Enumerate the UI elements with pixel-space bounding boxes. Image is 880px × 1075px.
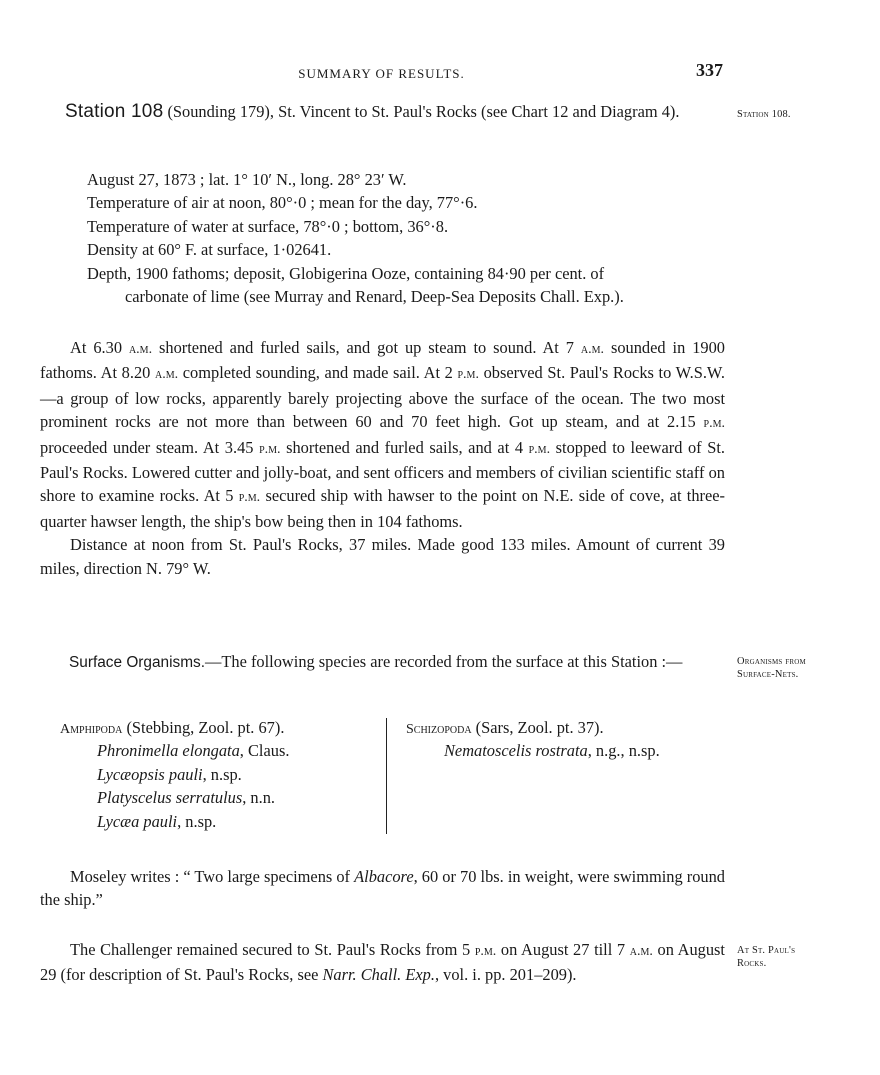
time-abbrev: p.m. — [703, 416, 725, 432]
narrative-paragraph — [40, 336, 725, 580]
reference-title: Narr. Chall. Exp. — [322, 965, 435, 985]
moseley-text: , 60 or 70 lbs. in weight, were swimming round the ship.” — [40, 867, 726, 910]
group-reference: (Sars, Zool. pt. 37). — [471, 718, 604, 737]
running-title: SUMMARY OF RESULTS. — [298, 66, 465, 81]
schizopoda-list — [406, 716, 726, 763]
time-abbrev: p.m. — [528, 441, 551, 457]
species-name: Lycæa pauli — [97, 811, 178, 831]
fish-name: Albacore — [354, 867, 414, 886]
time-abbrev: a.m. — [155, 367, 179, 383]
group-name: Amphipoda — [60, 722, 123, 737]
page-number: 337 — [696, 60, 723, 80]
narrative-text: observed St. Paul's Rocks to W.S.W.—a group of low rocks, apparently barely projecting above the surface of the ocean. The two most prominent rocks are not more than between 60 and 70 feet high. Got up steam, and at 2.15 — [40, 363, 725, 432]
margin-note-rocks-line1: At St. Paul's — [737, 945, 796, 956]
final-paragraph — [40, 938, 725, 987]
narrative-text: completed sounding, and made sail. At 2 — [178, 363, 458, 383]
moseley-paragraph — [40, 865, 725, 912]
narrative-text: proceeded under steam. At 3.45 — [40, 437, 260, 457]
amphipoda-group — [60, 716, 400, 739]
final-text: , vol. i. pp. 201–209). — [434, 965, 577, 985]
species-author: , Claus. — [239, 741, 290, 761]
final-text: The Challenger remained secured to St. Paul's Rocks from 5 — [70, 940, 475, 959]
time-abbrev: p.m. — [238, 490, 261, 506]
narrative-text: secured ship with hawser to the point on N.E. side of cove, at three-quarter hawser length, the ship's bow being then in 104 fathoms. — [40, 486, 726, 531]
species-author: , n.sp. — [177, 811, 217, 831]
distance-paragraph: Distance at noon from St. Paul's Rocks, 37 miles. Made good 133 miles. Amount of current 39 miles, direction N. 79° W. — [40, 535, 725, 578]
meta-date-position: August 27, 1873 ; lat. 1° 10′ N., long. 28° 23′ W. — [87, 170, 407, 189]
final-text: on August 27 till 7 — [496, 940, 630, 959]
group-name: Schizopoda — [406, 722, 472, 737]
meta-depth-deposit: Depth, 1900 fathoms; deposit, Globigerina Ooze, containing 84·90 per cent. of — [87, 263, 605, 283]
list-item — [406, 739, 726, 762]
species-author: , n.sp. — [202, 764, 242, 784]
margin-note-rocks — [737, 944, 862, 970]
time-abbrev: p.m. — [457, 367, 479, 383]
margin-note-organisms-line1: Organisms from — [737, 656, 806, 667]
final-text: on August 29 (for description of St. Paul's Rocks, see — [40, 940, 725, 985]
list-item — [60, 739, 400, 762]
moseley-text: Moseley writes : “ Two large specimens of — [70, 867, 355, 886]
narrative-text: sounded in 1900 fathoms. At 8.20 — [40, 338, 725, 383]
margin-note-rocks-line2: Rocks. — [737, 958, 767, 969]
margin-note-station-text: Station 108. — [737, 109, 791, 120]
time-abbrev: p.m. — [474, 944, 497, 959]
list-item — [60, 810, 400, 833]
margin-note-organisms-line2: Surface-Nets. — [737, 669, 799, 680]
list-item — [60, 786, 400, 809]
column-divider — [386, 718, 387, 834]
species-name: Lycæopsis pauli — [97, 764, 203, 784]
time-abbrev: a.m. — [580, 342, 605, 357]
station-heading: Station 108 — [65, 101, 164, 122]
surface-organisms-text: —The following species are recorded from the surface at this Station :— — [205, 652, 683, 671]
group-reference: (Stebbing, Zool. pt. 67). — [122, 718, 285, 737]
margin-note-organisms — [737, 655, 862, 681]
species-name: Platyscelus serratulus — [97, 788, 243, 808]
running-header — [40, 60, 723, 84]
station-heading-rest: (Sounding 179), St. Vincent to St. Paul's Rocks (see Chart 12 and Diagram 4). — [163, 102, 680, 121]
species-author: , n.n. — [242, 788, 276, 808]
amphipoda-list — [60, 716, 400, 833]
schizopoda-group — [406, 716, 726, 739]
meta-depth-deposit-cont: carbonate of lime (see Murray and Renard, Deep-Sea Deposits Chall. Exp.). — [125, 286, 624, 306]
station-paragraph — [40, 100, 725, 123]
species-name: Nematoscelis rostrata — [444, 741, 588, 761]
surface-organisms-paragraph — [40, 650, 725, 674]
narrative-text: At 6.30 — [70, 338, 129, 357]
meta-density: Density at 60° F. at surface, 1·02641. — [87, 240, 332, 260]
list-item — [60, 763, 400, 786]
margin-note-station — [737, 108, 862, 121]
meta-water-temperature: Temperature of water at surface, 78°·0 ; bottom, 36°·8. — [87, 216, 449, 236]
time-abbrev: a.m. — [629, 944, 653, 959]
time-abbrev: p.m. — [259, 441, 281, 457]
meta-air-temperature: Temperature of air at noon, 80°·0 ; mean for the day, 77°·6. — [87, 193, 478, 213]
species-lists — [40, 716, 730, 836]
narrative-text: stopped to leeward of St. Paul's Rocks. Lowered cutter and jolly-boat, and sent officers and members of civilian scientific staff on shore to examine rocks. At 5 — [40, 437, 725, 506]
narrative-text: shortened and furled sails, and got up steam to sound. At 7 — [152, 338, 581, 357]
species-author: , n.g., n.sp. — [587, 741, 660, 761]
time-abbrev: a.m. — [128, 342, 153, 357]
station-metadata — [87, 168, 727, 308]
species-name: Phronimella elongata — [97, 741, 240, 761]
surface-organisms-heading: Surface Organisms. — [69, 654, 205, 671]
narrative-text: shortened and furled sails, and at 4 — [280, 437, 529, 457]
